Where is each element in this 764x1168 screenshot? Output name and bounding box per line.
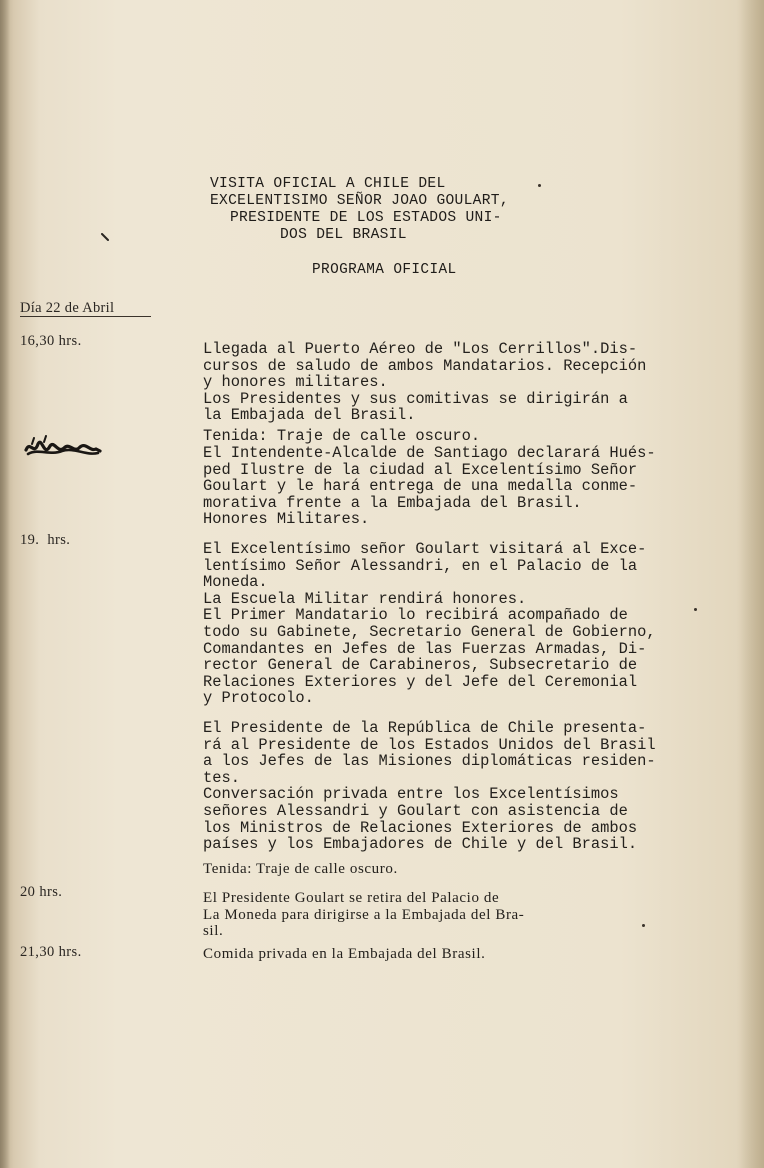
entry-line: El Excelentísimo señor Goulart visitará al Exce-: [203, 540, 647, 558]
schedule-entry-honorary-guest: [203, 445, 703, 528]
header-line: DOS DEL BRASIL: [280, 227, 407, 243]
entry-line: El Intendente-Alcalde de Santiago declarará Hués-: [203, 444, 656, 462]
entry-line: Los Presidentes y sus comitivas se dirigirán a: [203, 389, 628, 408]
entry-line: todo su Gabinete, Secretario General de Gobierno,: [203, 622, 656, 641]
entry-line: tes.: [203, 768, 240, 787]
crossed-out-handwriting: [24, 432, 102, 462]
entry-line: sil.: [203, 923, 224, 940]
schedule-entry-departure: [203, 890, 703, 940]
entry-line: El Presidente de la República de Chile presenta-: [203, 719, 647, 737]
entry-line: La Escuela Militar rendirá honores.: [203, 589, 527, 608]
time-label: 20 hrs.: [20, 884, 63, 900]
entry-line: rá al Presidente de los Estados Unidos del Brasil: [203, 735, 656, 754]
entry-line: morativa frente a la Embajada del Brasil.: [203, 493, 582, 512]
entry-line: El Presidente Goulart se retira del Palacio de: [203, 890, 500, 906]
schedule-entry-dinner: [203, 946, 703, 963]
entry-line: Honores Militares.: [203, 510, 370, 529]
entry-line: Tenida: Traje de calle oscuro.: [203, 426, 481, 445]
entry-line: Comida privada en la Embajada del Brasil.: [203, 946, 486, 962]
entry-line: y honores militares.: [203, 373, 388, 392]
entry-line: cursos de saludo de ambos Mandatarios. Recepción: [203, 356, 647, 375]
document-header: [210, 176, 550, 244]
schedule-date: Día 22 de Abril: [20, 300, 115, 316]
schedule-entry-diplomatic-presentation: [203, 720, 703, 877]
entry-line: Llegada al Puerto Aéreo de "Los Cerrillos".Dis-: [203, 340, 638, 358]
entry-line: La Moneda para dirigirse a la Embajada del Bra-: [203, 906, 525, 923]
entry-line: la Embajada del Brasil.: [203, 406, 416, 425]
entry-line: Goulart y le hará entrega de una medalla conme-: [203, 477, 638, 496]
entry-line: El Primer Mandatario lo recibirá acompañado de: [203, 606, 628, 625]
time-label: 19. hrs.: [20, 532, 71, 548]
entry-line: países y los Embajadores de Chile y del Brasil.: [203, 835, 638, 854]
entry-line: Moneda.: [203, 573, 268, 592]
entry-line: los Ministros de Relaciones Exteriores de ambos: [203, 818, 638, 837]
header-line: EXCELENTISIMO SEÑOR JOAO GOULART,: [210, 193, 509, 209]
entry-line: Relaciones Exteriores y del Jefe del Ceremonial: [203, 672, 638, 691]
entry-line: ped Ilustre de la ciudad al Excelentísimo Señor: [203, 460, 638, 479]
entry-line: señores Alessandri y Goulart con asistencia de: [203, 801, 628, 820]
entry-line: lentísimo Señor Alessandri, en el Palacio de la: [203, 556, 638, 575]
program-subtitle: PROGRAMA OFICIAL: [312, 262, 457, 278]
ink-mark: [101, 233, 109, 241]
header-line: VISITA OFICIAL A CHILE DEL: [210, 176, 446, 192]
entry-line: Tenida: Traje de calle oscuro.: [203, 860, 398, 877]
entry-line: Conversación privada entre los Excelentísimos: [203, 785, 619, 804]
date-underline: [20, 316, 151, 317]
entry-line: Comandantes en Jefes de las Fuerzas Armadas, Di-: [203, 639, 647, 658]
schedule-entry-arrival: [203, 341, 703, 445]
entry-line: a los Jefes de las Misiones diplomáticas residen-: [203, 752, 656, 771]
time-label: 16,30 hrs.: [20, 333, 82, 349]
time-label: 21,30 hrs.: [20, 944, 82, 960]
schedule-entry-moneda-visit: [203, 541, 703, 707]
entry-line: y Protocolo.: [203, 689, 314, 708]
entry-line: rector General de Carabineros, Subsecretario de: [203, 656, 638, 675]
header-line: PRESIDENTE DE LOS ESTADOS UNI-: [230, 210, 502, 226]
binding-shadow: [0, 0, 10, 1168]
page-edge-shadow: [736, 0, 764, 1168]
